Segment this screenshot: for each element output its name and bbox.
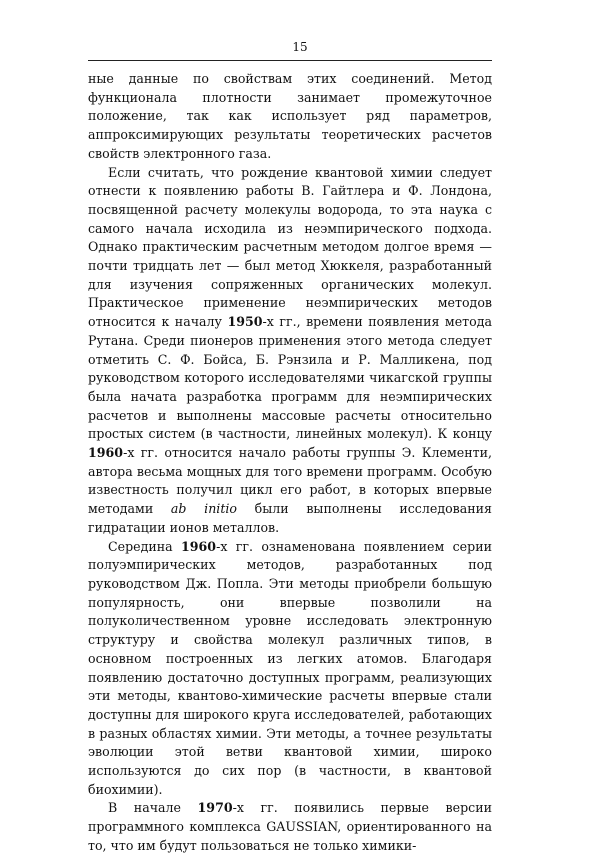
text-segment: были выполнены исследования гидратации ионов металлов. xyxy=(88,501,492,535)
year-number: 1970 xyxy=(197,800,233,816)
paragraph-p2 xyxy=(88,164,492,538)
year-number: 1950 xyxy=(227,314,263,330)
text-segment: В начале xyxy=(108,800,198,816)
year-number: 1960 xyxy=(88,445,124,461)
text-segment: Середина xyxy=(108,538,182,554)
paragraph-p3 xyxy=(88,538,492,800)
text-segment: Если считать, что рождение квантовой химии следует отнести к появлению работы В. Гайтлера и Ф. Лондона, посвященной расчету молекулы водорода, то эта наука с самого начала исходила из неэмпирического подхода. Однако практическим расчетным методом долгое время — почти тридцать лет — был метод Хюккеля, разработанный для изучения сопряженных органических молекул. Практическое применение неэмпирических методов относится к началу xyxy=(88,164,492,330)
text-segment: -х гг. относится начало работы группы Э. Клементи, автора весьма мощных для того времени программ. Особую известность получил цикл его работ, в которых впервые методами xyxy=(88,445,492,517)
paragraph-p1: ные данные по свойствам этих соединений. Метод функционала плотности занимает промежуточное положение, так как использует ряд параметров, аппроксимирующих результаты теоретических расчетов свойств электронного газа. xyxy=(88,71,492,161)
header-rule xyxy=(88,60,492,61)
page-body xyxy=(88,70,492,856)
page-number: 15 xyxy=(292,40,308,54)
text-segment: -х гг., времени появления метода Рутана. Среди пионеров применения этого метода следует отметить С. Ф. Бойса, Б. Рэнзила и Р. Малликена, под руководством которого исследователями чикагской группы была начата разработка программ для неэмпирических расчетов и выполнены массовые расчеты относительно простых систем (в частности, линейных молекул). К концу xyxy=(88,314,492,442)
text-segment: -х гг. ознаменована появлением серии полуэмпирических методов, разработанных под руководством Дж. Попла. Эти методы приобрели большую популярность, они впервые позволили на полуколичественном уровне исследовать электронную структуру и свойства молекул различных типов, в основном построенных из легких атомов. Благодаря появлению достаточно доступных программ, реализующих эти методы, квантово-химические расчеты впервые стали доступны для широкого круга исследователей, работающих в разных областях химии. Эти методы, а точнее результаты эволюции этой ветви квантовой химии, широко используются до сих пор (в частности, в квантовой биохимии). xyxy=(88,538,492,797)
text-segment: -х гг. появились первые версии программного комплекса GAUSSIAN, ориентированного на то, что им будут пользоваться не только химики- xyxy=(88,800,492,853)
paragraph-p4 xyxy=(88,799,492,855)
italic-term: ab initio xyxy=(170,501,237,517)
year-number: 1960 xyxy=(181,538,217,554)
